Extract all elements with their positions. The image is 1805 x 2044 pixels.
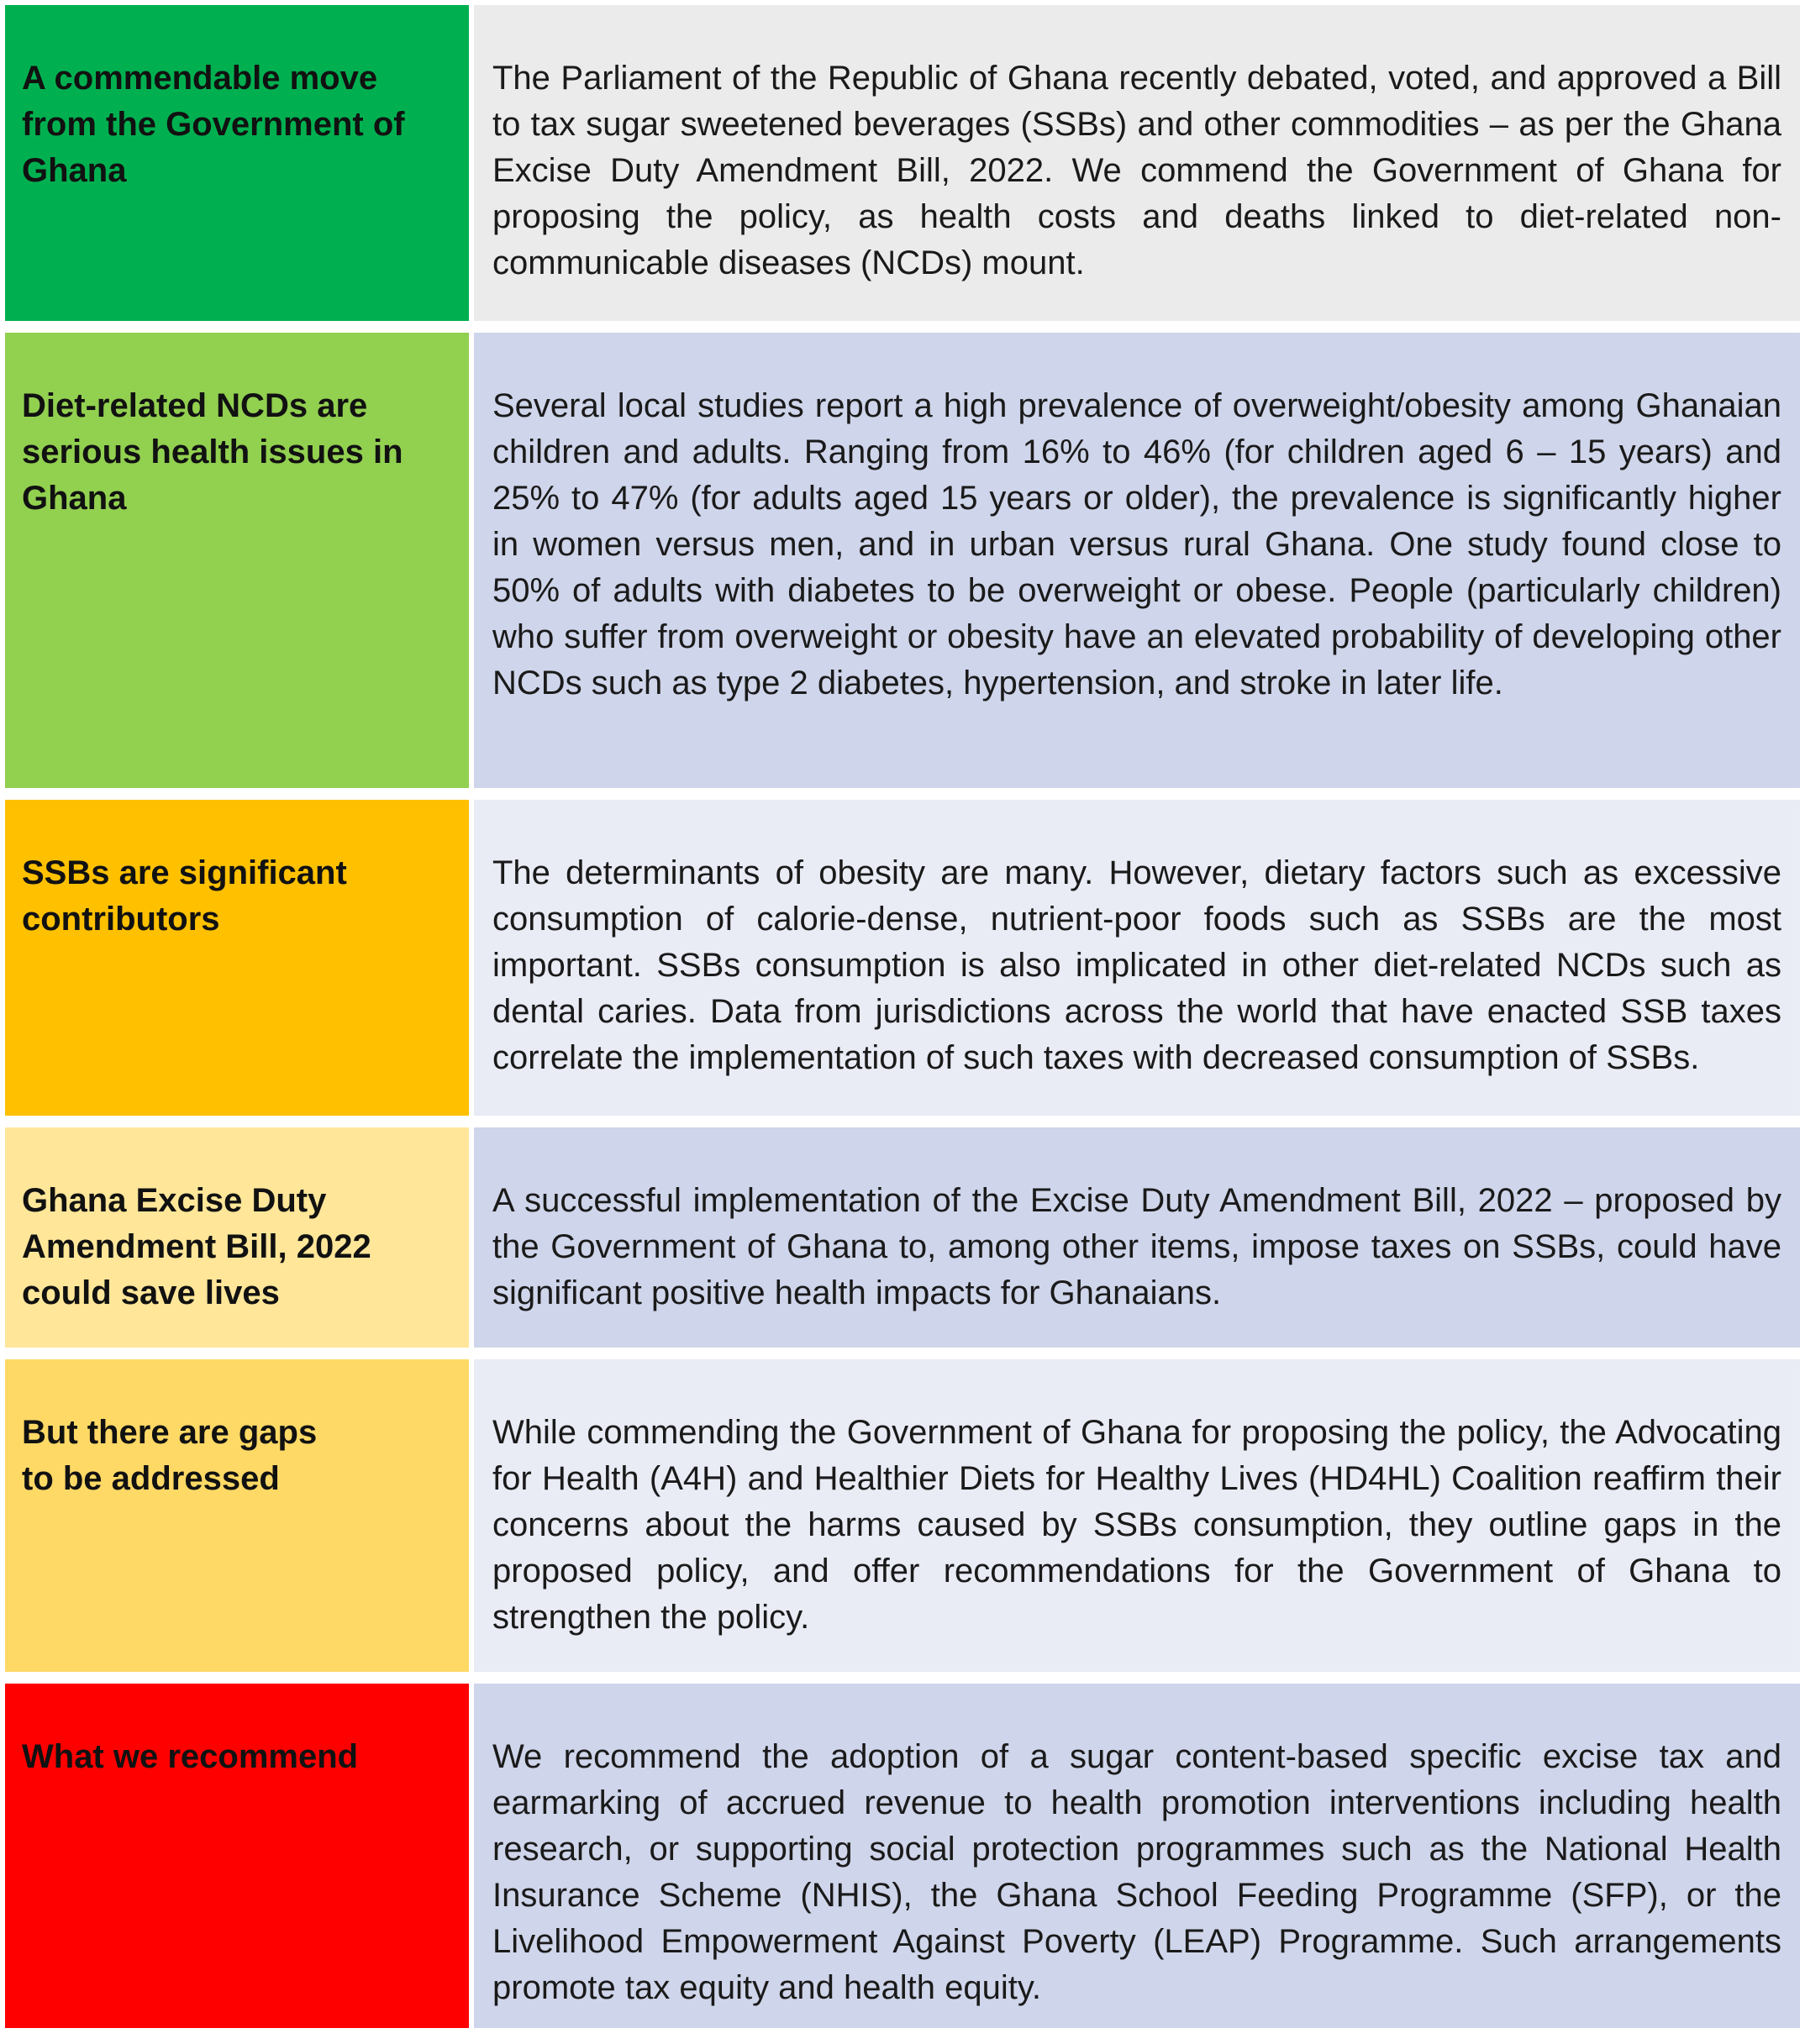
table-row [5, 1684, 1800, 2028]
row-label: A commendable move from the Government of Ghana [5, 5, 469, 321]
row-label: SSBs are significant contributors [5, 800, 469, 1116]
row-label: What we recommend [5, 1684, 469, 2028]
summary-table [5, 5, 1800, 2028]
row-text: The determinants of obesity are many. However, dietary factors such as excessive consumption of calorie-dense, nutrient-poor foods such as SSBs are the most important. SSBs consumption is also implicated in other diet-related NCDs such as dental caries. Data from jurisdictions across the world that have enacted SSB taxes correlate the implementation of such taxes with decreased consumption of SSBs. [474, 800, 1800, 1116]
table-row [5, 1359, 1800, 1672]
table-row [5, 1127, 1800, 1348]
row-label: Diet-related NCDs are serious health issues in Ghana [5, 333, 469, 788]
table-row [5, 800, 1800, 1116]
row-text: Several local studies report a high prevalence of overweight/obesity among Ghanaian children and adults. Ranging from 16% to 46% (for children aged 6 – 15 years) and 25% to 47% (for adults aged 15 years or older), the prevalence is significantly higher in women versus men, and in urban versus rural Ghana. One study found close to 50% of adults with diabetes to be overweight or obese. People (particularly children) who suffer from overweight or obesity have an elevated probability of developing other NCDs such as type 2 diabetes, hypertension, and stroke in later life. [474, 333, 1800, 788]
row-text: While commending the Government of Ghana for proposing the policy, the Advocating for Health (A4H) and Healthier Diets for Healthy Lives (HD4HL) Coalition reaffirm their concerns about the harms caused by SSBs consumption, they outline gaps in the proposed policy, and offer recommendations for the Government of Ghana to strengthen the policy. [474, 1359, 1800, 1672]
row-text: The Parliament of the Republic of Ghana recently debated, voted, and approved a Bill to tax sugar sweetened beverages (SSBs) and other commodities – as per the Ghana Excise Duty Amendment Bill, 2022. We commend the Government of Ghana for proposing the policy, as health costs and deaths linked to diet-related non-communicable diseases (NCDs) mount. [474, 5, 1800, 321]
table-row [5, 5, 1800, 321]
row-label: Ghana Excise Duty Amendment Bill, 2022 could save lives [5, 1127, 469, 1348]
row-label: But there are gaps to be addressed [5, 1359, 469, 1672]
row-text: We recommend the adoption of a sugar content-based specific excise tax and earmarking of accrued revenue to health promotion interventions including health research, or supporting social protection programmes such as the National Health Insurance Scheme (NHIS), the Ghana School Feeding Programme (SFP), or the Livelihood Empowerment Against Poverty (LEAP) Programme. Such arrangements promote tax equity and health equity. [474, 1684, 1800, 2028]
table-row [5, 333, 1800, 788]
row-text: A successful implementation of the Excise Duty Amendment Bill, 2022 – proposed by the Government of Ghana to, among other items, impose taxes on SSBs, could have significant positive health impacts for Ghanaians. [474, 1127, 1800, 1348]
